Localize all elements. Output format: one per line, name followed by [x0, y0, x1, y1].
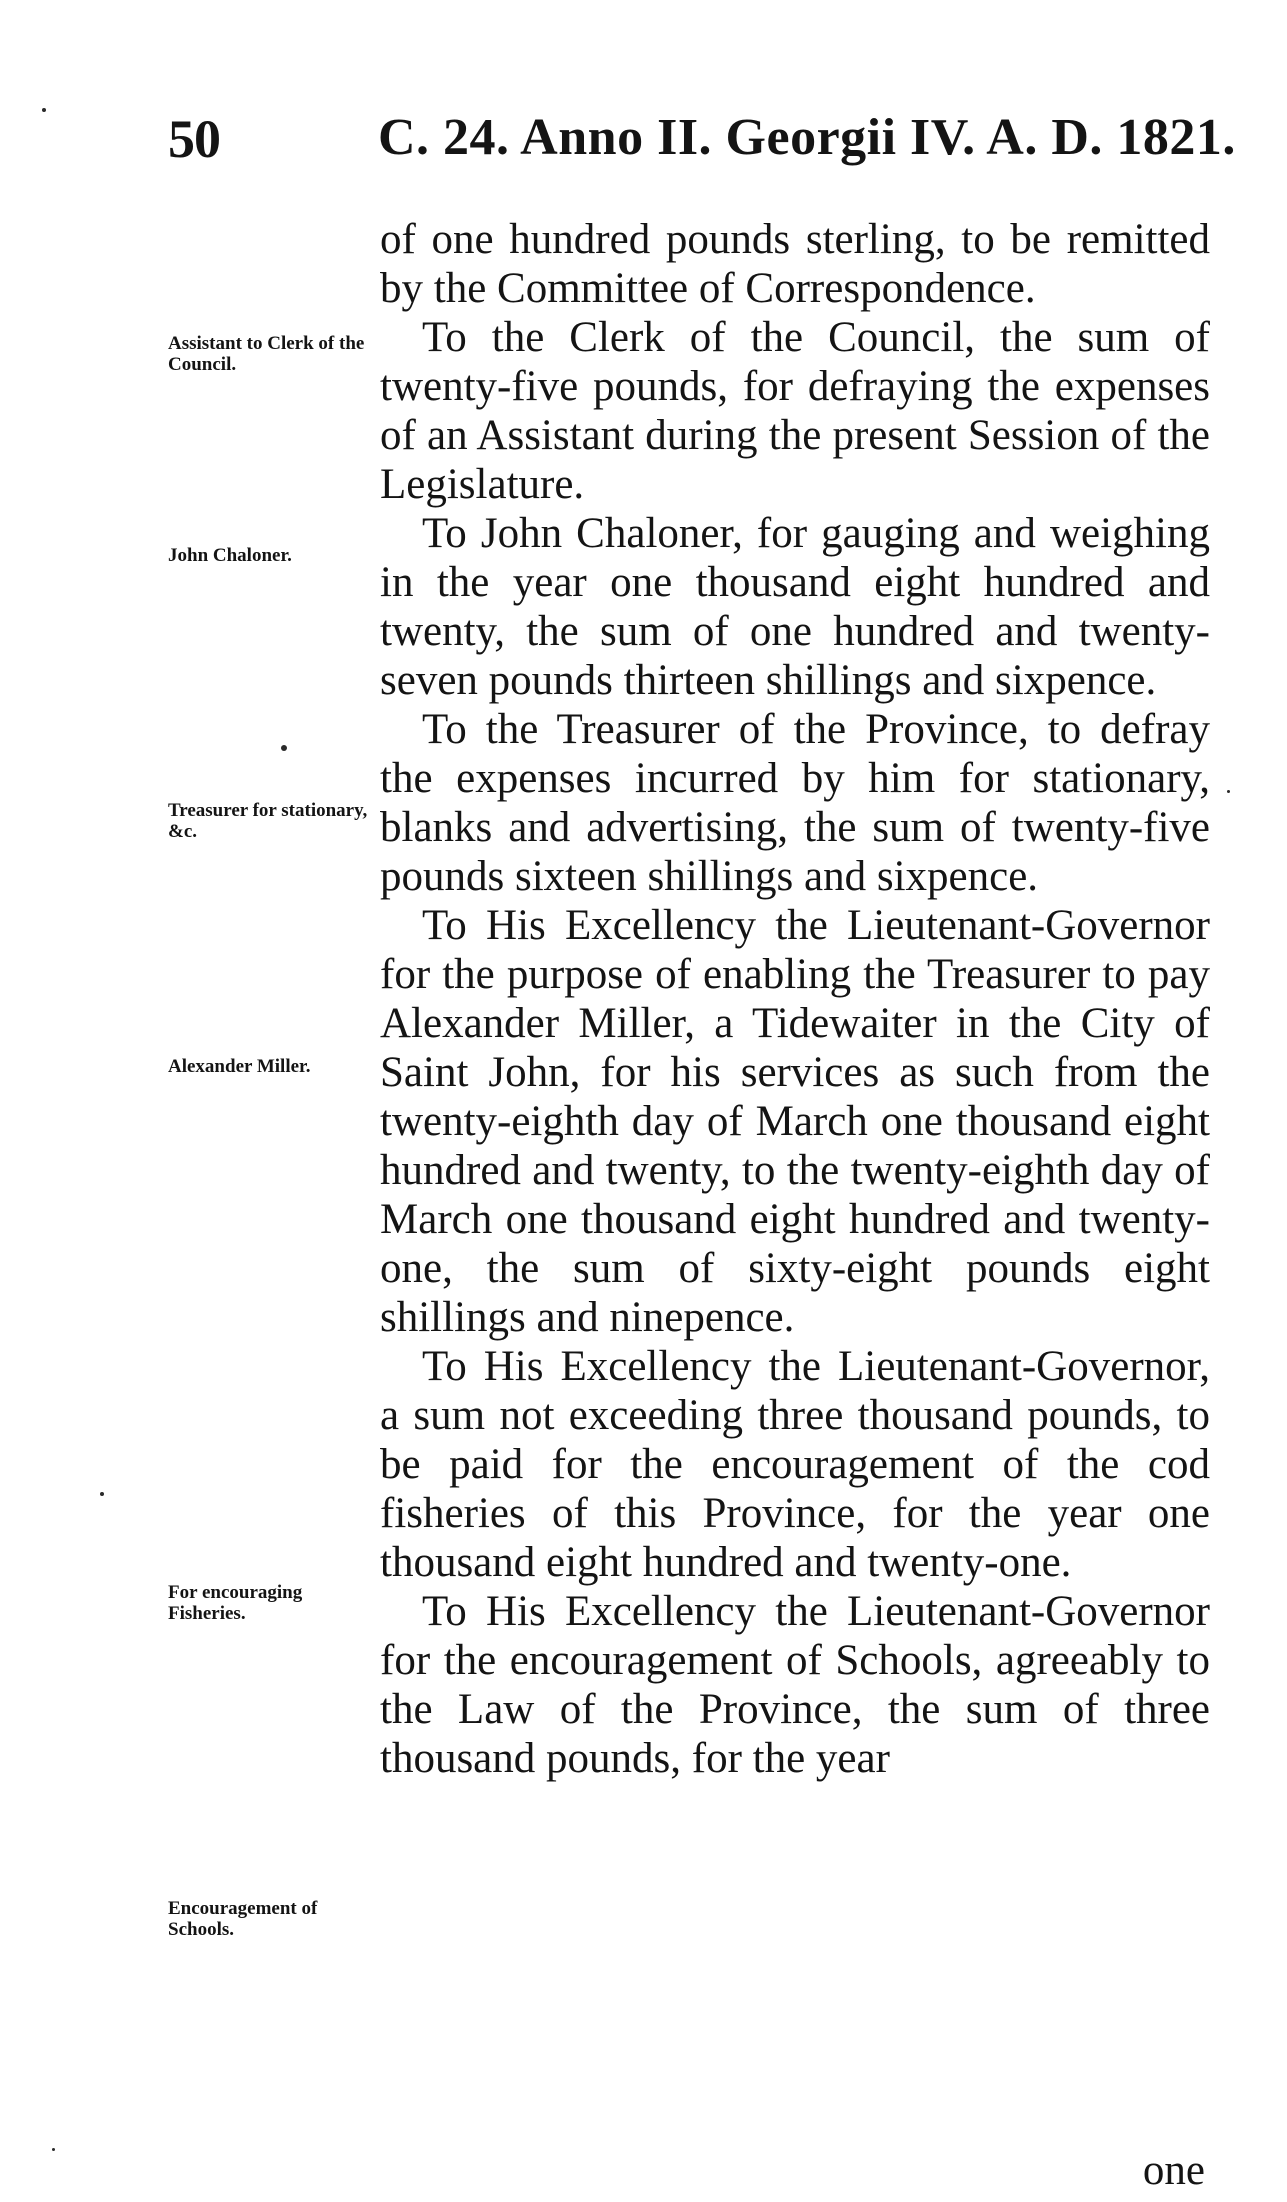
- paragraph-john-chaloner: To John Chaloner, for gauging and weighing in the year one thousand eight hundred and twenty, the sum of one hundred and twenty-seven pounds thirteen shillings and sixpence.: [380, 510, 1210, 704]
- print-speck: [1227, 790, 1230, 793]
- print-speck: [281, 745, 287, 751]
- paragraph-alexander-miller: To His Excellency the Lieutenant-Governor for the purpose of enabling the Treasurer to pay Alexander Miller, a Tidewaiter in the City of Saint John, for his services as such from the twenty-eighth day of March one thousand eight hundred and twenty, to the twenty-eighth day of March one thousand eight hundred and twenty-one, the sum of sixty-eight pounds eight shillings and ninepence.: [380, 902, 1210, 1341]
- print-speck: [52, 2148, 55, 2151]
- catchword: one: [1142, 2147, 1205, 2194]
- margin-note-assistant-clerk: Assistant to Clerk of the Council.: [168, 333, 365, 375]
- paragraph-schools: To His Excellency the Lieutenant-Governor for the encouragement of Schools, agreeably to the Law of the Province, the sum of three thousand pounds, for the year: [380, 1588, 1210, 1782]
- print-speck: [42, 108, 46, 112]
- margin-note-schools: Encouragement of Schools.: [168, 1898, 318, 1940]
- margin-note-treasurer-stationary: Treasurer for stationary, &c.: [168, 800, 368, 842]
- paragraph-assistant-clerk: To the Clerk of the Council, the sum of twenty-five pounds, for defraying the expenses of an Assistant during the present Session of the Legislature.: [380, 314, 1210, 508]
- main-text-column: [380, 215, 1210, 1783]
- paragraph-continuation: of one hundred pounds sterling, to be remitted by the Committee of Correspondence.: [380, 216, 1210, 312]
- paragraph-treasurer: To the Treasurer of the Province, to defray the expenses incurred by him for stationary, blanks and advertising, the sum of twenty-five pounds sixteen shillings and sixpence.: [380, 706, 1210, 900]
- margin-note-alexander-miller: Alexander Miller.: [168, 1056, 311, 1077]
- margin-note-john-chaloner: John Chaloner.: [168, 545, 292, 566]
- page-number: 50: [168, 109, 220, 169]
- paragraph-fisheries: To His Excellency the Lieutenant-Governor, a sum not exceeding three thousand pounds, to be paid for the encouragement of the cod fisheries of this Province, for the year one thousand eight hundred and twenty-one.: [380, 1343, 1210, 1586]
- print-speck: [100, 1492, 104, 1496]
- running-head: C. 24. Anno II. Georgii IV. A. D. 1821.: [378, 109, 1236, 166]
- margin-note-fisheries: For encouraging Fisheries.: [168, 1582, 303, 1624]
